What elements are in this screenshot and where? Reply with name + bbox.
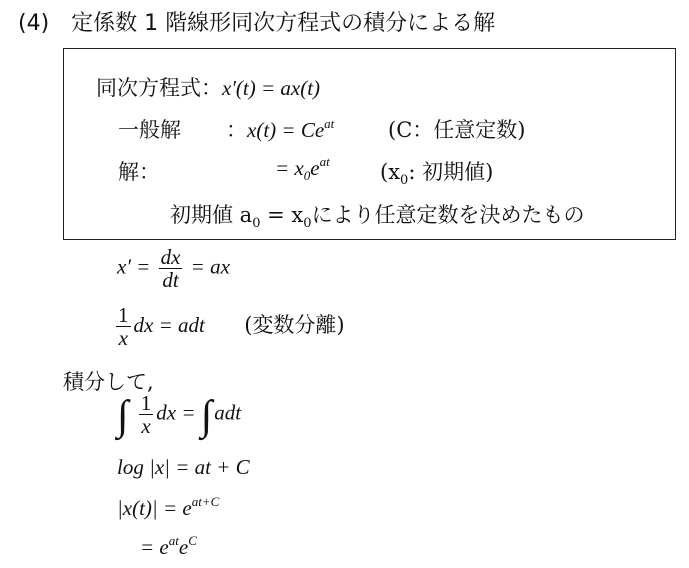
row1-math: x′(t) = ax(t) xyxy=(222,76,321,100)
derivation-line-2: $\frac{1}{x}$ dx = adt (変数分離) xyxy=(118,303,345,351)
row2-note: (C：任意定数) xyxy=(388,118,526,142)
integrate-text: 積分して, xyxy=(63,370,154,394)
derivation-line-4: ∫ $\frac{1}{x}$ dx = ∫adt xyxy=(117,391,242,440)
row3-label: 解： xyxy=(118,160,160,184)
fraction-1-over-x: $\frac{1}{x}$ xyxy=(118,303,129,351)
row1-label: 同次方程式： xyxy=(96,76,222,100)
row3-math: = $x_0e^{at}$ xyxy=(275,154,330,183)
box-row-homogeneous-equation xyxy=(96,72,320,102)
derivation-line-abs: $|x(t)| = e^{at+C}$ xyxy=(117,494,220,520)
derivation-line-log: log |x| = at + C xyxy=(117,455,250,479)
row2-math: $x(t) = Ce^{at}$ xyxy=(247,116,335,142)
separation-note: (変数分離) xyxy=(244,313,345,338)
row2-label: 一般解 xyxy=(118,118,181,142)
fraction-dx-dt: $\frac{dx}{dt}$ xyxy=(160,245,181,293)
integral-sign-left: ∫ xyxy=(117,393,129,440)
box-row-general-solution-math xyxy=(226,114,334,144)
section-heading: (4) 定係数 1 階線形同次方程式の積分による解 xyxy=(18,11,496,36)
derivation-line-1: x′ = $\frac{dx}{dt}$ = ax xyxy=(117,245,230,293)
row3-note: ($x_0$: 初期値) xyxy=(380,160,494,188)
derivation-line-product: = $e^{at}e^C$ xyxy=(140,533,197,559)
row4-initial-value-note: 初期値 $a_0 = x_0$により任意定数を決めたもの xyxy=(170,203,585,231)
box-row-general-solution xyxy=(118,114,181,144)
row2-colon: ： xyxy=(226,118,247,142)
fraction-1-over-x-integral: $\frac{1}{x}$ xyxy=(140,391,152,439)
integral-sign-right: ∫ xyxy=(200,393,213,440)
